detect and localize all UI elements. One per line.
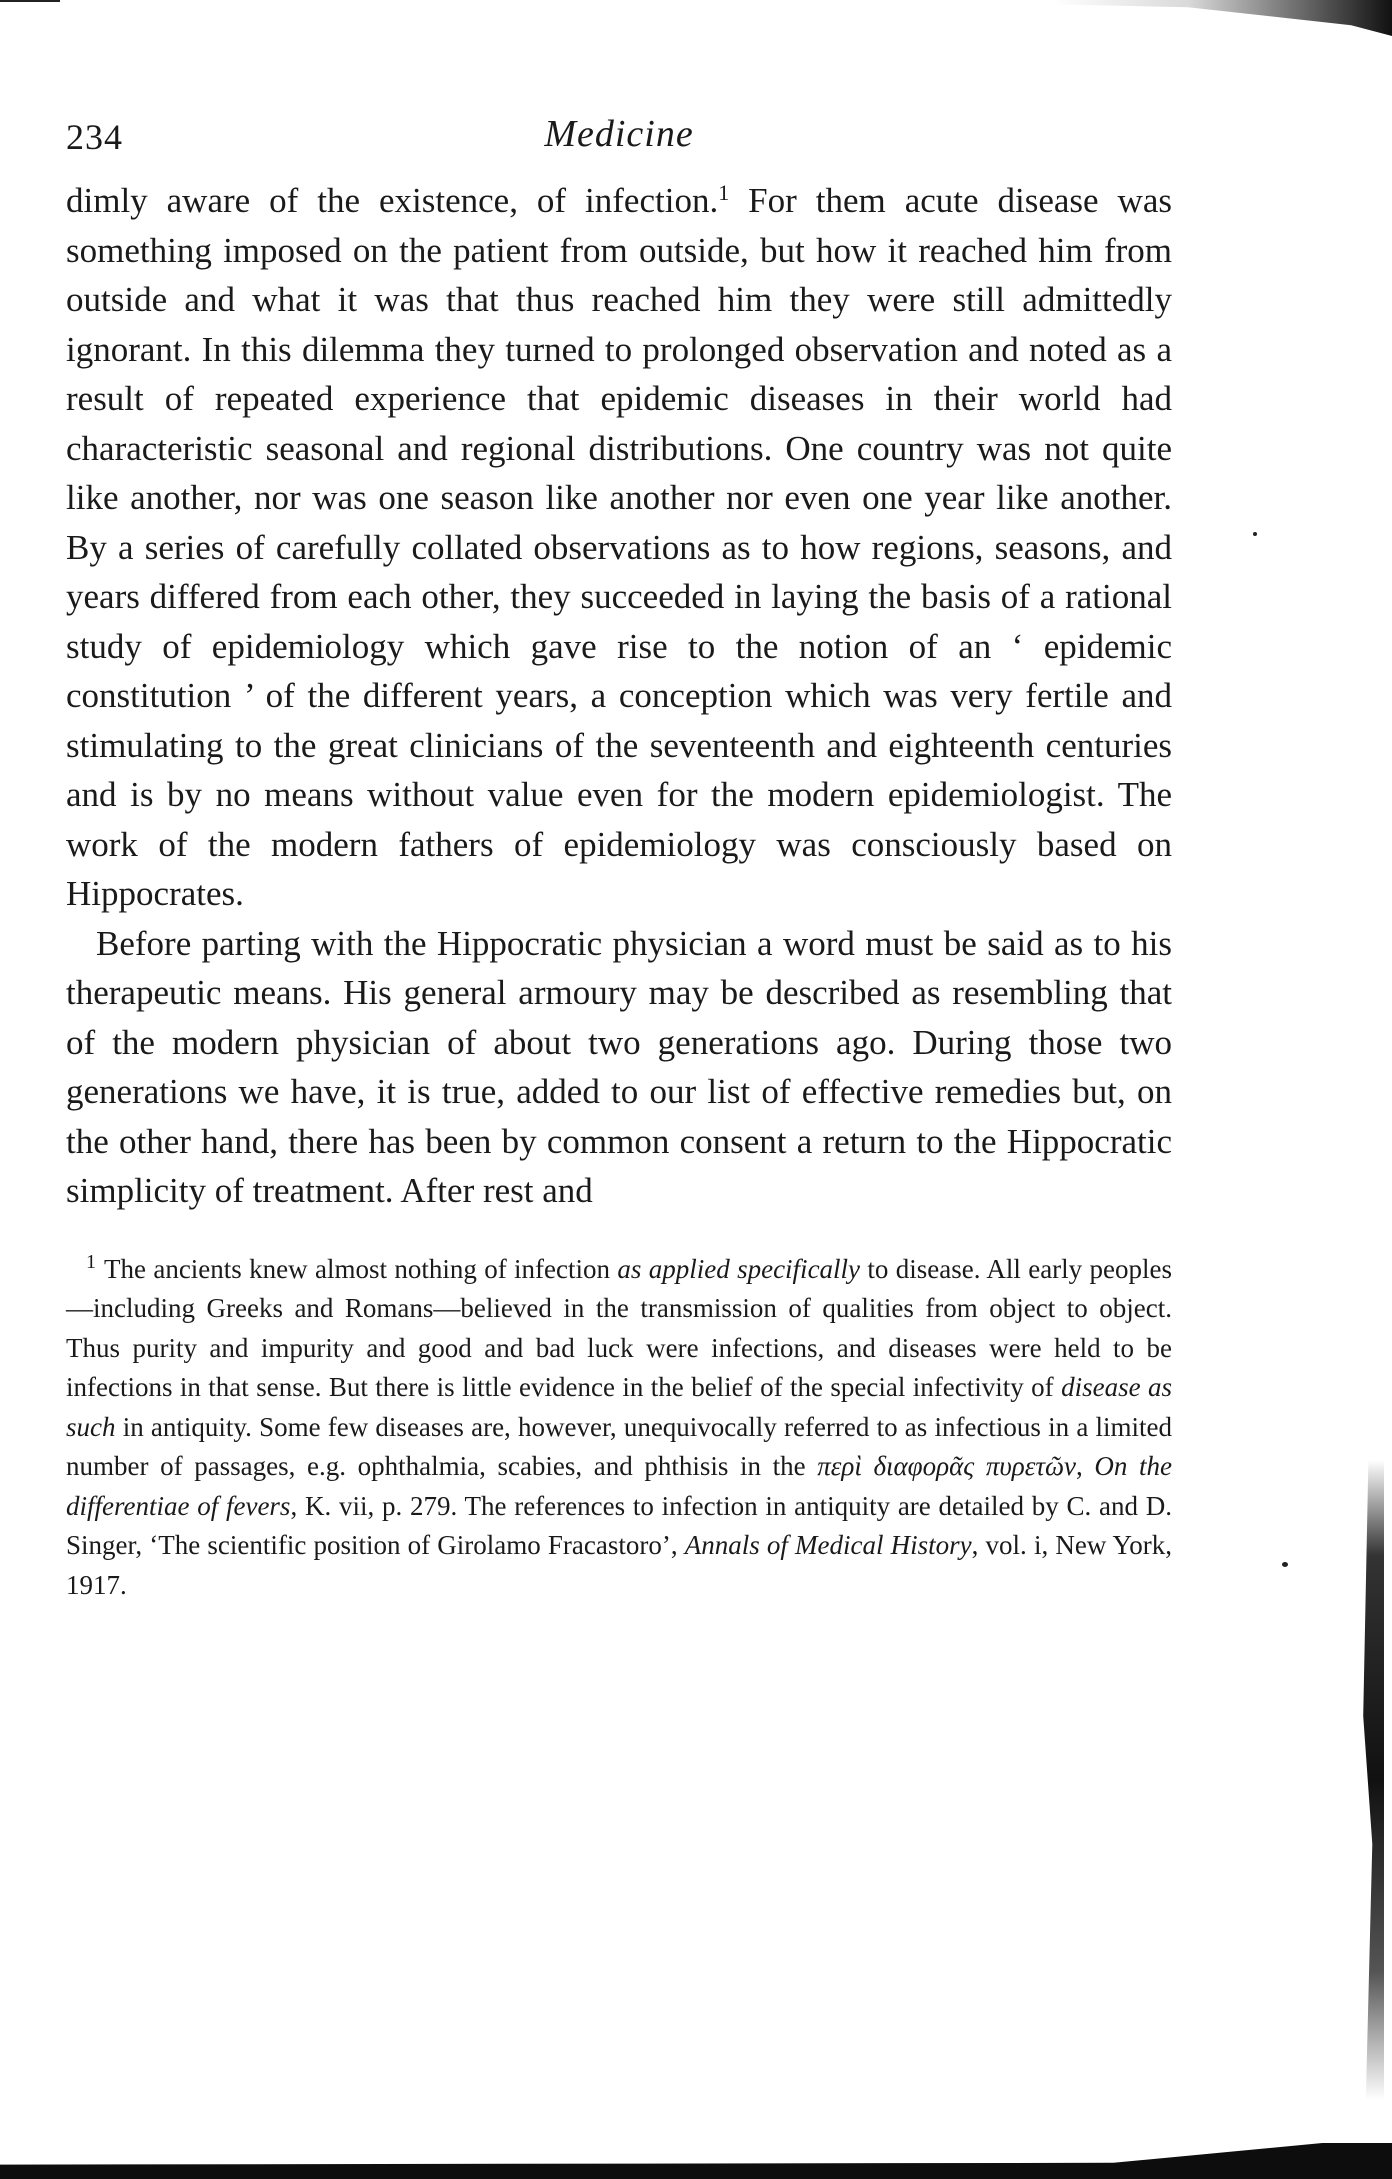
footnotes	[66, 1250, 1172, 1606]
footnote-italic: as applied specifically	[617, 1253, 861, 1284]
footnote-italic: disease as such	[66, 1372, 1172, 1442]
paragraph-2: Before parting with the Hippocratic physician a word must be said as to his therapeutic means. His general armoury may be described as resembling that of the modern physician of about two generations ago. During those two generations we have, it is true, added to our list of effective remedies but, on the other hand, there has been by common consent a return to the Hippocratic simplicity of treatment. After rest and	[66, 923, 1172, 1210]
footnote-text: in antiquity. Some few diseases are, however, unequivocally referred to as infectious in a limited number of passages, e.g. ophthalmia, scabies, and phthisis in the	[66, 1411, 1172, 1481]
footnote-text: , vol. i, New York, 1917.	[66, 1530, 1172, 1600]
scan-artifact-top-rule	[0, 0, 60, 2]
paragraph-1-start: dimly aware of the existence, of infection.	[66, 181, 719, 220]
scan-artifact-bottom-band	[0, 2143, 1392, 2179]
scan-speck	[1282, 1562, 1288, 1567]
page-number: 234	[66, 117, 123, 157]
scan-artifact-top-smudge	[1052, 0, 1392, 36]
body-text	[66, 176, 1172, 1216]
footnote-text: , K. vii, p. 279. The references to infection in antiquity are detailed by C. and D. Singer, ‘The scientific position of Girolamo Fracastoro’,	[66, 1490, 1172, 1560]
footnote-greek-title: περὶ διαφορᾶς πυρετῶν	[817, 1451, 1077, 1481]
footnote-italic: On the differentiae of fevers	[66, 1451, 1173, 1521]
paragraph-1-rest: For them acute disease was something imposed on the patient from outside, but how it reached him from outside and what it was that thus reached him they were still admittedly ignorant. In this dilemma they turned to prolonged observation and noted as a result of repeated experience that epidemic diseases in their world had characteristic seasonal and regional distributions. One country was not quite like another, nor was one season like another nor even one year like another. By a series of carefully collated observations as to how regions, seasons, and years differed from each other, they succeeded in laying the basis of a rational study of epidemiology which gave rise to the notion of an ‘ epidemic constitution ’ of the different years, a conception which was very fertile and stimulating to the great clinicians of the seventeenth and eighteenth centuries and is by no means without value even for the modern epidemiologist. The work of the modern fathers of epidemiology was consciously based on Hippocrates.	[66, 181, 1172, 913]
scan-artifact-right-edge	[1358, 1460, 1384, 2100]
footnote-journal: Annals of Medical History	[684, 1530, 972, 1560]
footnote-text: ,	[1076, 1451, 1095, 1481]
paragraph-1	[66, 176, 1172, 919]
running-title: Medicine	[544, 113, 694, 155]
footnote-mark: 1	[86, 1250, 96, 1273]
footnote-text: to disease. All early peoples—including Greeks and Romans—believed in the transmission of qualities from object to object. Thus purity and impurity and good and bad luck were infections, and diseases were held to be infections in that sense. But there is little evidence in the belief of the special infectivity of	[66, 1253, 1173, 1402]
scan-speck	[1253, 532, 1257, 536]
page	[66, 110, 1172, 1605]
running-head	[66, 110, 1172, 170]
footnote-reference[interactable]: 1	[718, 180, 730, 205]
footnote-1	[66, 1250, 1172, 1606]
footnote-text: The ancients knew almost nothing of infection	[104, 1253, 618, 1284]
